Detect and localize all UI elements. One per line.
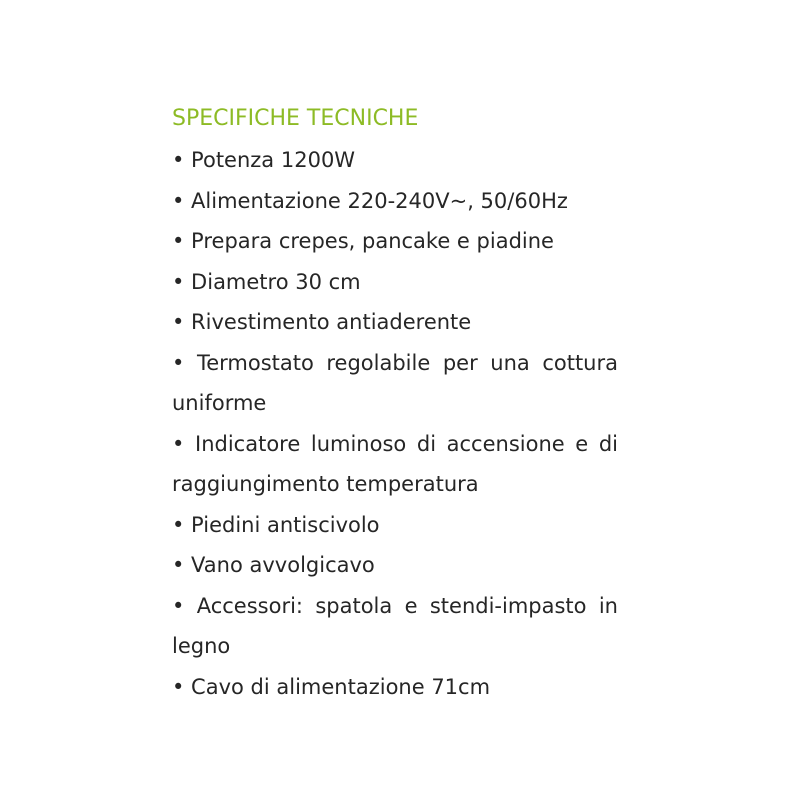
spec-title: SPECIFICHE TECNICHE: [172, 106, 419, 131]
spec-item-diameter: • Diametro 30 cm: [172, 269, 361, 294]
spec-item-coating: • Rivestimento antiaderente: [172, 310, 472, 334]
spec-item-cord-storage: • Vano avvolgicavo: [172, 553, 375, 577]
spec-item-supply: • Alimentazione 220-240V~, 50/60Hz: [172, 188, 568, 213]
spec-item-cable: • Cavo di alimentazione 71cm: [172, 674, 491, 699]
spec-item-accessories: • Accessori: spatola e stendi-impasto in legno: [172, 593, 618, 658]
spec-item-indicator: • Indicatore luminoso di accensione e di raggiungimento temperatura: [172, 431, 618, 496]
spec-list: [172, 140, 618, 707]
spec-item-thermostat: • Termostato regolabile per una cottura uniforme: [172, 350, 618, 415]
spec-item-feet: • Piedini antiscivolo: [172, 512, 380, 537]
spec-item-power: • Potenza 1200W: [172, 148, 356, 172]
technical-specifications: [172, 100, 618, 707]
spec-item-uses: • Prepara crepes, pancake e piadine: [172, 229, 554, 253]
